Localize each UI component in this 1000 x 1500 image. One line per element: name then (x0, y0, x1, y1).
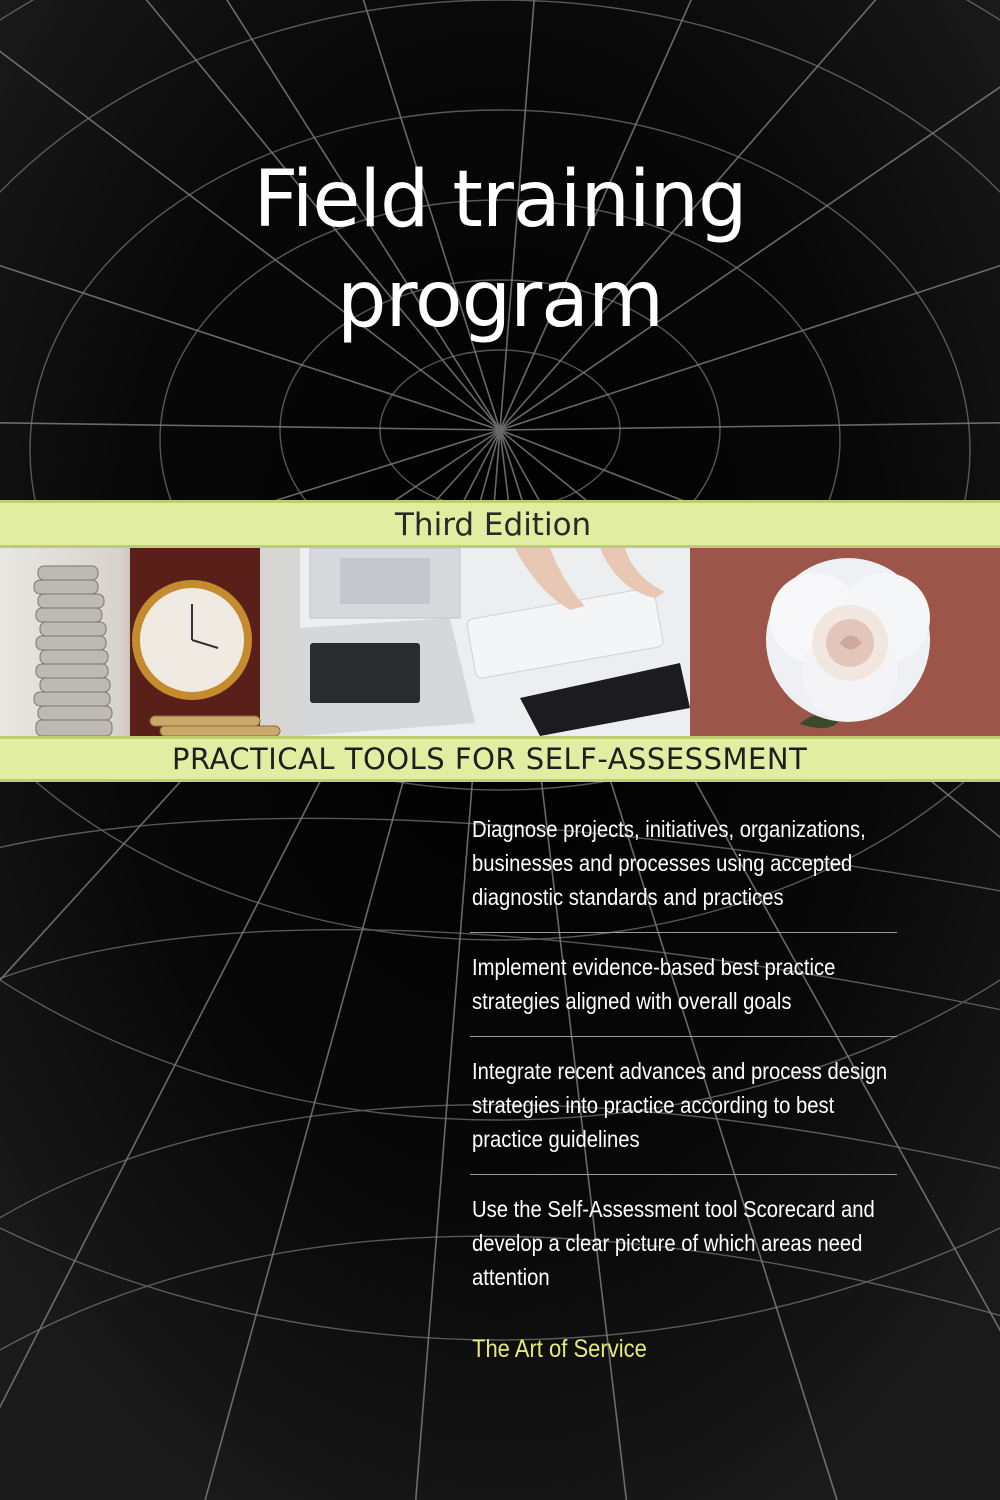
title-line-1: Field training (253, 155, 747, 245)
laptop-and-keyboard-photo (300, 548, 690, 736)
tagline: PRACTICAL TOOLS FOR SELF-ASSESSMENT (172, 742, 808, 776)
title-line-2: program (337, 255, 663, 345)
feature-divider (470, 1036, 897, 1037)
book-title (150, 150, 850, 350)
photo-strip (0, 548, 1000, 736)
publisher-name: The Art of Service (472, 1335, 647, 1363)
feature-divider (470, 1174, 897, 1175)
coins-and-clock-photo (0, 548, 300, 736)
feature-item: Implement evidence-based best practice strategies aligned with overall goals (472, 954, 836, 1014)
feature-list (472, 812, 897, 1294)
feature-item: Use the Self-Assessment tool Scorecard and develop a clear picture of which areas need attention (472, 1196, 875, 1290)
feature-item: Integrate recent advances and process design strategies into practice according to best practice guidelines (472, 1058, 888, 1152)
edition-label: Third Edition (395, 507, 592, 543)
feature-item: Diagnose projects, initiatives, organizations, businesses and processes using accepted diagnostic standards and practices (472, 816, 866, 910)
white-rose-photo (690, 548, 1000, 736)
feature-divider (470, 932, 897, 933)
edition-band (0, 500, 1000, 548)
tagline-band (0, 736, 1000, 782)
